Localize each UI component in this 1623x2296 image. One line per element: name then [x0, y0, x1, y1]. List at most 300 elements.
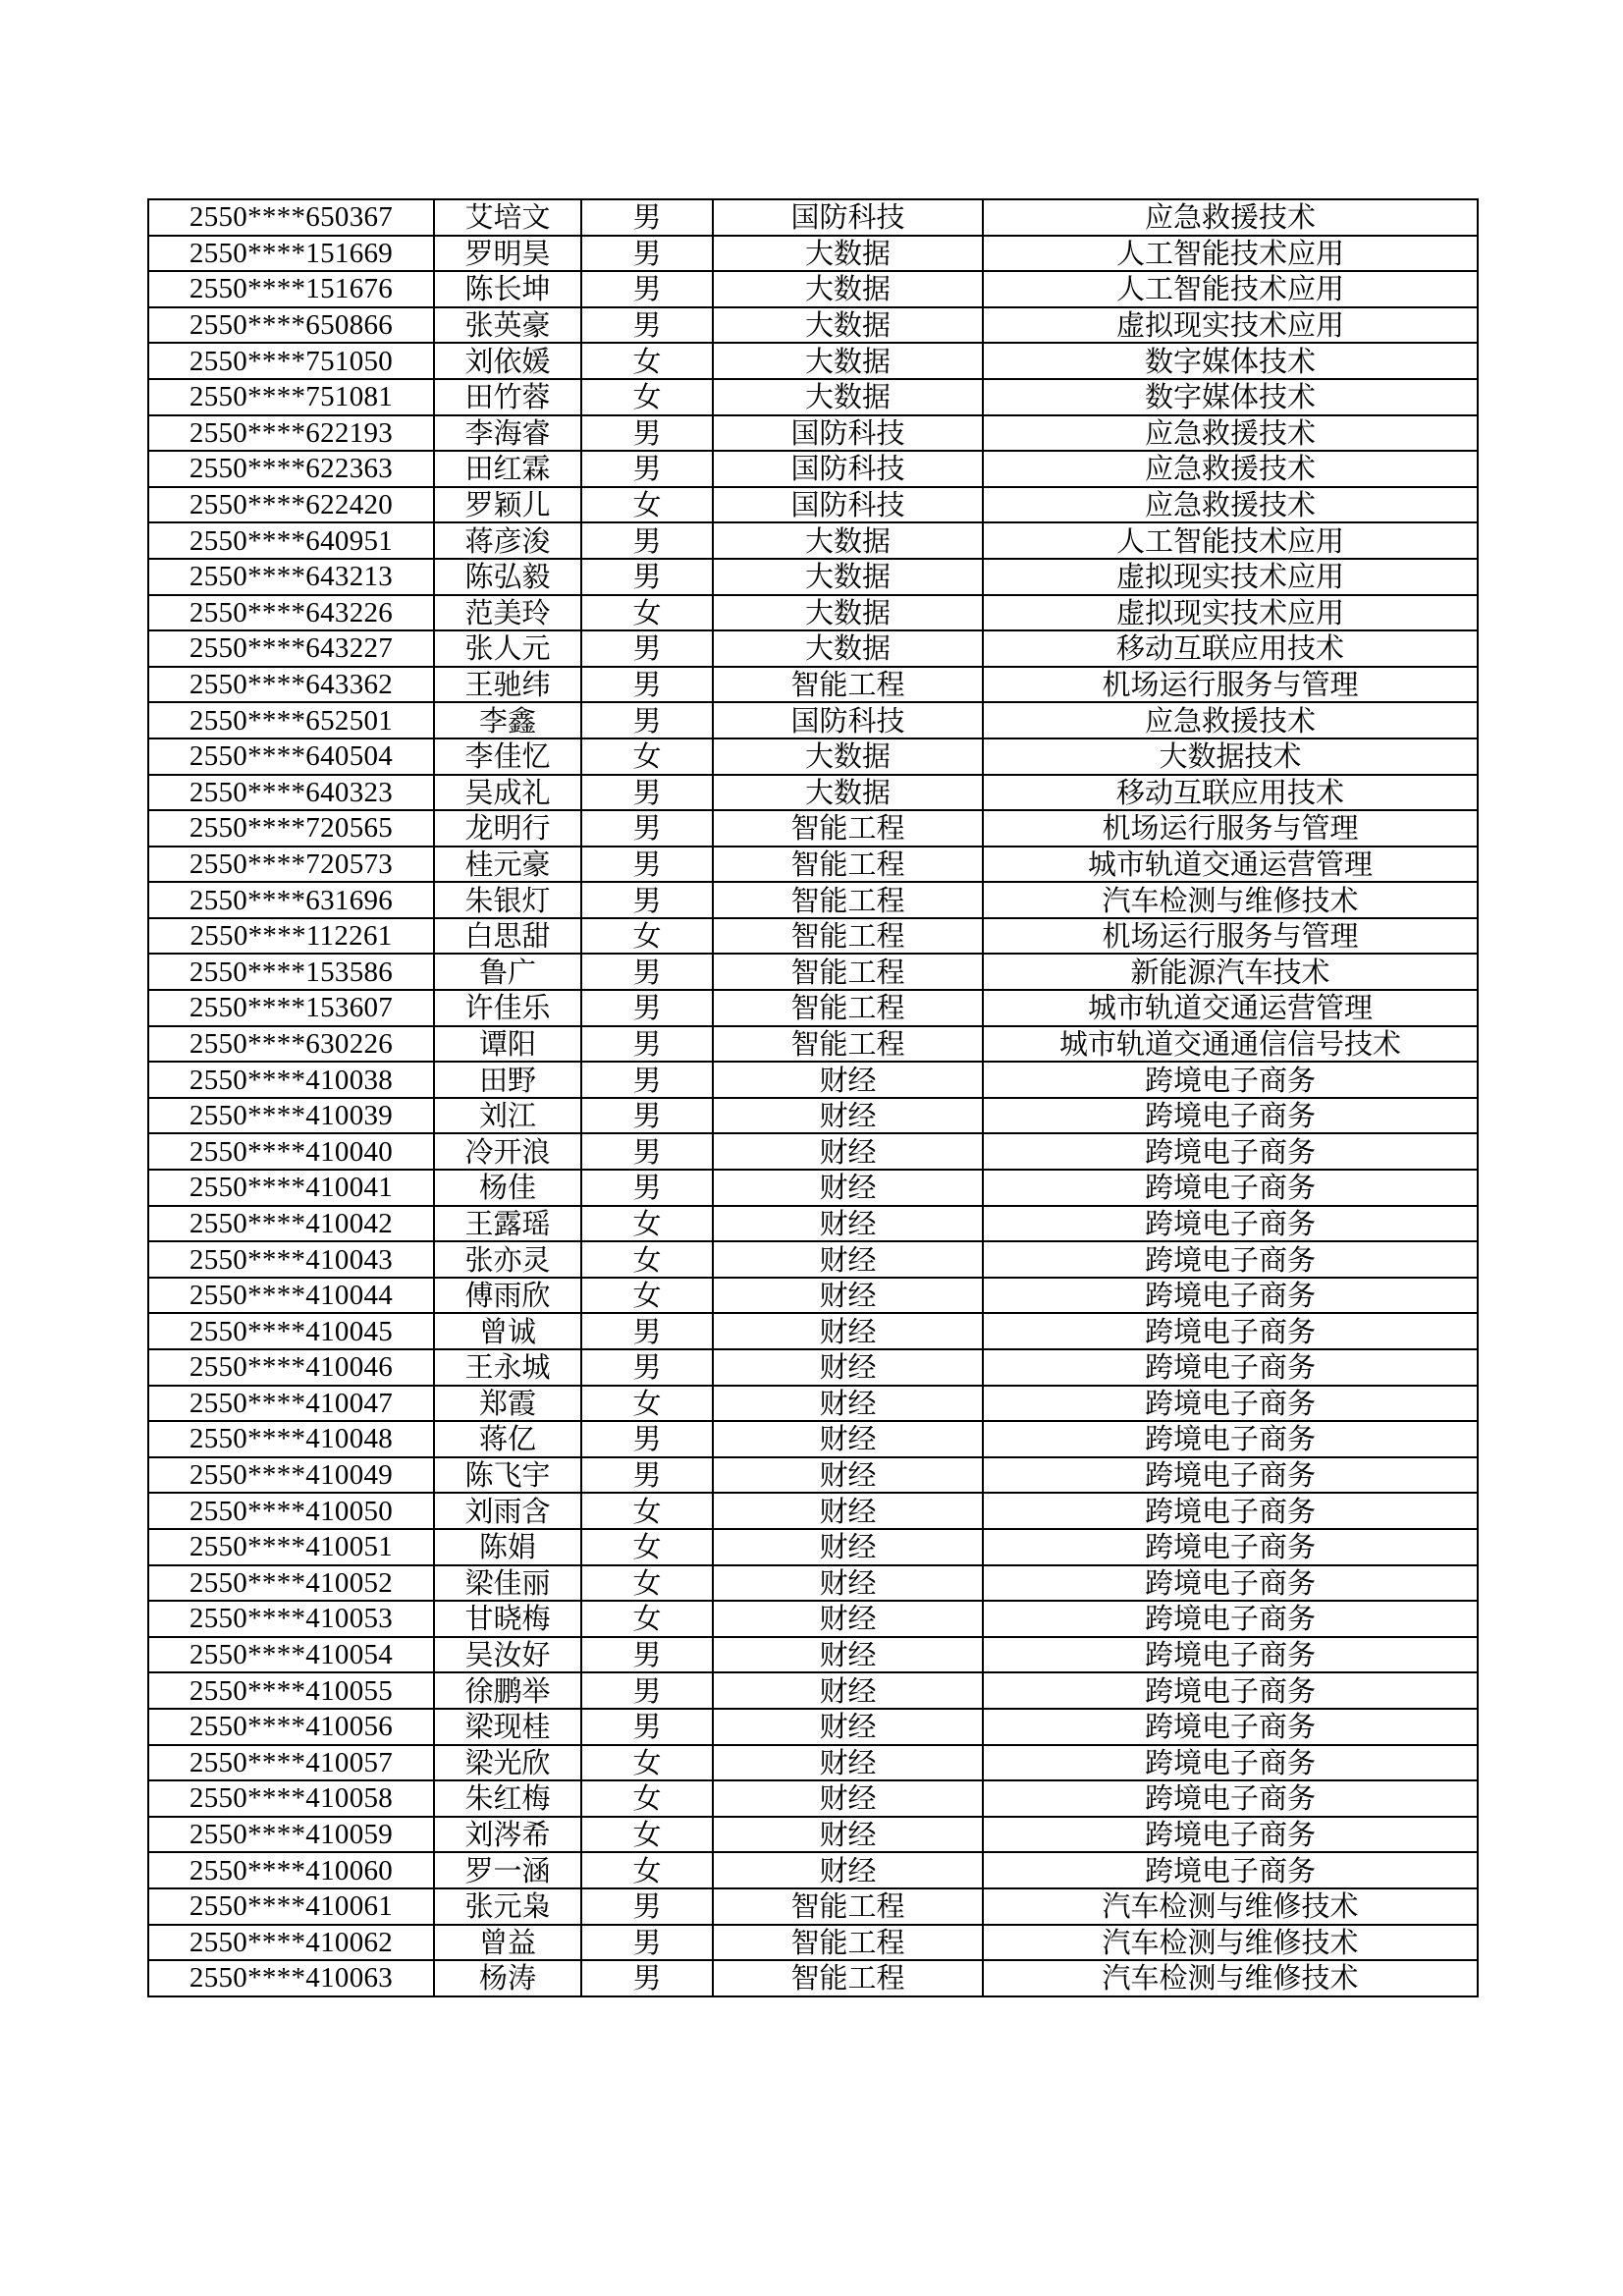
name-cell: 刘江: [434, 1098, 581, 1134]
table-row: [148, 1457, 1478, 1494]
major-cell: 应急救援技术: [983, 451, 1478, 487]
table-row: [148, 630, 1478, 667]
name-cell: 王永城: [434, 1349, 581, 1386]
table-row: [148, 1133, 1478, 1170]
table-row: [148, 1960, 1478, 1996]
department-cell: 大数据: [713, 630, 983, 667]
table-row: [148, 667, 1478, 703]
major-cell: 跨境电子商务: [983, 1780, 1478, 1817]
student-id-cell: 2550****410052: [148, 1565, 434, 1602]
student-id-cell: 2550****720573: [148, 847, 434, 883]
name-cell: 李海睿: [434, 415, 581, 452]
major-cell: 机场运行服务与管理: [983, 918, 1478, 955]
student-id-cell: 2550****751081: [148, 379, 434, 415]
table-row: [148, 1278, 1478, 1314]
name-cell: 徐鹏举: [434, 1672, 581, 1709]
major-cell: 人工智能技术应用: [983, 271, 1478, 307]
table-row: [148, 810, 1478, 847]
table-row: [148, 1026, 1478, 1063]
major-cell: 应急救援技术: [983, 702, 1478, 738]
major-cell: 机场运行服务与管理: [983, 810, 1478, 847]
table-row: [148, 1241, 1478, 1278]
department-cell: 大数据: [713, 236, 983, 272]
name-cell: 张亦灵: [434, 1241, 581, 1278]
gender-cell: 男: [581, 451, 713, 487]
name-cell: 吴成礼: [434, 775, 581, 811]
department-cell: 智能工程: [713, 1925, 983, 1961]
name-cell: 陈长坤: [434, 271, 581, 307]
table-row: [148, 415, 1478, 452]
gender-cell: 女: [581, 1493, 713, 1529]
major-cell: 跨境电子商务: [983, 1170, 1478, 1206]
department-cell: 智能工程: [713, 667, 983, 703]
student-id-cell: 2550****410054: [148, 1637, 434, 1673]
major-cell: 新能源汽车技术: [983, 954, 1478, 990]
major-cell: 跨境电子商务: [983, 1852, 1478, 1888]
major-cell: 机场运行服务与管理: [983, 667, 1478, 703]
student-id-cell: 2550****112261: [148, 918, 434, 955]
table-row: [148, 702, 1478, 738]
department-cell: 财经: [713, 1170, 983, 1206]
name-cell: 曾诚: [434, 1313, 581, 1349]
major-cell: 城市轨道交通运营管理: [983, 990, 1478, 1026]
major-cell: 跨境电子商务: [983, 1421, 1478, 1457]
table-row: [148, 1709, 1478, 1745]
department-cell: 财经: [713, 1565, 983, 1602]
student-id-cell: 2550****410057: [148, 1745, 434, 1781]
name-cell: 杨佳: [434, 1170, 581, 1206]
gender-cell: 男: [581, 307, 713, 344]
table-row: [148, 954, 1478, 990]
gender-cell: 男: [581, 1888, 713, 1925]
student-id-cell: 2550****410056: [148, 1709, 434, 1745]
gender-cell: 男: [581, 1098, 713, 1134]
department-cell: 财经: [713, 1349, 983, 1386]
student-id-cell: 2550****643227: [148, 630, 434, 667]
gender-cell: 男: [581, 199, 713, 236]
major-cell: 跨境电子商务: [983, 1386, 1478, 1422]
name-cell: 许佳乐: [434, 990, 581, 1026]
table-row: [148, 199, 1478, 236]
department-cell: 财经: [713, 1637, 983, 1673]
department-cell: 国防科技: [713, 415, 983, 452]
table-row: [148, 307, 1478, 344]
name-cell: 王露瑶: [434, 1206, 581, 1242]
major-cell: 汽车检测与维修技术: [983, 882, 1478, 918]
student-id-cell: 2550****410042: [148, 1206, 434, 1242]
department-cell: 财经: [713, 1745, 983, 1781]
department-cell: 财经: [713, 1313, 983, 1349]
major-cell: 跨境电子商务: [983, 1098, 1478, 1134]
name-cell: 罗颖儿: [434, 487, 581, 523]
name-cell: 田竹蓉: [434, 379, 581, 415]
department-cell: 大数据: [713, 343, 983, 379]
major-cell: 移动互联应用技术: [983, 630, 1478, 667]
student-id-cell: 2550****652501: [148, 702, 434, 738]
student-id-cell: 2550****410060: [148, 1852, 434, 1888]
name-cell: 傅雨欣: [434, 1278, 581, 1314]
student-id-cell: 2550****153607: [148, 990, 434, 1026]
department-cell: 大数据: [713, 775, 983, 811]
table-row: [148, 1817, 1478, 1853]
major-cell: 虚拟现实技术应用: [983, 307, 1478, 344]
gender-cell: 男: [581, 559, 713, 595]
major-cell: 跨境电子商务: [983, 1529, 1478, 1565]
gender-cell: 男: [581, 630, 713, 667]
gender-cell: 男: [581, 810, 713, 847]
student-id-cell: 2550****410040: [148, 1133, 434, 1170]
student-id-cell: 2550****622363: [148, 451, 434, 487]
name-cell: 艾培文: [434, 199, 581, 236]
student-id-cell: 2550****751050: [148, 343, 434, 379]
table-row: [148, 1098, 1478, 1134]
name-cell: 郑霞: [434, 1386, 581, 1422]
student-id-cell: 2550****410045: [148, 1313, 434, 1349]
student-id-cell: 2550****151669: [148, 236, 434, 272]
department-cell: 国防科技: [713, 199, 983, 236]
department-cell: 国防科技: [713, 702, 983, 738]
major-cell: 应急救援技术: [983, 415, 1478, 452]
gender-cell: 男: [581, 1313, 713, 1349]
gender-cell: 女: [581, 487, 713, 523]
name-cell: 梁现桂: [434, 1709, 581, 1745]
name-cell: 吴汝好: [434, 1637, 581, 1673]
department-cell: 财经: [713, 1206, 983, 1242]
table-row: [148, 236, 1478, 272]
name-cell: 冷开浪: [434, 1133, 581, 1170]
table-row: [148, 1672, 1478, 1709]
department-cell: 智能工程: [713, 847, 983, 883]
department-cell: 智能工程: [713, 1960, 983, 1996]
student-id-cell: 2550****410063: [148, 1960, 434, 1996]
gender-cell: 男: [581, 882, 713, 918]
gender-cell: 男: [581, 954, 713, 990]
table-row: [148, 1170, 1478, 1206]
student-id-cell: 2550****410051: [148, 1529, 434, 1565]
name-cell: 朱红梅: [434, 1780, 581, 1817]
major-cell: 应急救援技术: [983, 199, 1478, 236]
table-row: [148, 1888, 1478, 1925]
major-cell: 跨境电子商务: [983, 1133, 1478, 1170]
name-cell: 罗明昊: [434, 236, 581, 272]
student-id-cell: 2550****643213: [148, 559, 434, 595]
student-id-cell: 2550****410044: [148, 1278, 434, 1314]
department-cell: 智能工程: [713, 990, 983, 1026]
student-id-cell: 2550****410048: [148, 1421, 434, 1457]
department-cell: 大数据: [713, 271, 983, 307]
table-row: [148, 1529, 1478, 1565]
student-id-cell: 2550****410046: [148, 1349, 434, 1386]
major-cell: 跨境电子商务: [983, 1565, 1478, 1602]
student-id-cell: 2550****410049: [148, 1457, 434, 1494]
department-cell: 大数据: [713, 379, 983, 415]
student-id-cell: 2550****151676: [148, 271, 434, 307]
table-row: [148, 1601, 1478, 1637]
major-cell: 跨境电子商务: [983, 1241, 1478, 1278]
table-row: [148, 918, 1478, 955]
major-cell: 移动互联应用技术: [983, 775, 1478, 811]
table-row: [148, 379, 1478, 415]
name-cell: 张英豪: [434, 307, 581, 344]
name-cell: 刘依媛: [434, 343, 581, 379]
gender-cell: 男: [581, 990, 713, 1026]
name-cell: 谭阳: [434, 1026, 581, 1063]
department-cell: 财经: [713, 1672, 983, 1709]
gender-cell: 女: [581, 738, 713, 775]
student-id-cell: 2550****410059: [148, 1817, 434, 1853]
gender-cell: 女: [581, 1206, 713, 1242]
department-cell: 财经: [713, 1780, 983, 1817]
student-id-cell: 2550****153586: [148, 954, 434, 990]
name-cell: 刘雨含: [434, 1493, 581, 1529]
department-cell: 财经: [713, 1817, 983, 1853]
major-cell: 人工智能技术应用: [983, 236, 1478, 272]
gender-cell: 男: [581, 1062, 713, 1098]
gender-cell: 男: [581, 1026, 713, 1063]
gender-cell: 男: [581, 271, 713, 307]
department-cell: 财经: [713, 1709, 983, 1745]
gender-cell: 女: [581, 1529, 713, 1565]
department-cell: 大数据: [713, 307, 983, 344]
student-id-cell: 2550****410053: [148, 1601, 434, 1637]
gender-cell: 女: [581, 1565, 713, 1602]
department-cell: 财经: [713, 1062, 983, 1098]
major-cell: 大数据技术: [983, 738, 1478, 775]
student-id-cell: 2550****622193: [148, 415, 434, 452]
gender-cell: 女: [581, 1852, 713, 1888]
gender-cell: 男: [581, 775, 713, 811]
department-cell: 智能工程: [713, 954, 983, 990]
major-cell: 跨境电子商务: [983, 1313, 1478, 1349]
student-list-table: [147, 198, 1479, 1997]
gender-cell: 女: [581, 1745, 713, 1781]
table-row: [148, 738, 1478, 775]
table-row: [148, 775, 1478, 811]
department-cell: 智能工程: [713, 918, 983, 955]
student-id-cell: 2550****630226: [148, 1026, 434, 1063]
name-cell: 陈弘毅: [434, 559, 581, 595]
department-cell: 大数据: [713, 522, 983, 559]
major-cell: 城市轨道交通通信信号技术: [983, 1026, 1478, 1063]
gender-cell: 男: [581, 1637, 713, 1673]
gender-cell: 女: [581, 1386, 713, 1422]
name-cell: 田野: [434, 1062, 581, 1098]
gender-cell: 男: [581, 1457, 713, 1494]
name-cell: 张人元: [434, 630, 581, 667]
department-cell: 财经: [713, 1852, 983, 1888]
table-row: [148, 1062, 1478, 1098]
major-cell: 人工智能技术应用: [983, 522, 1478, 559]
table-row: [148, 1637, 1478, 1673]
gender-cell: 男: [581, 1960, 713, 1996]
gender-cell: 男: [581, 1672, 713, 1709]
name-cell: 张元枭: [434, 1888, 581, 1925]
student-id-cell: 2550****640951: [148, 522, 434, 559]
major-cell: 跨境电子商务: [983, 1709, 1478, 1745]
major-cell: 跨境电子商务: [983, 1601, 1478, 1637]
gender-cell: 女: [581, 379, 713, 415]
student-id-cell: 2550****410055: [148, 1672, 434, 1709]
gender-cell: 男: [581, 1349, 713, 1386]
gender-cell: 男: [581, 236, 713, 272]
name-cell: 朱银灯: [434, 882, 581, 918]
name-cell: 罗一涵: [434, 1852, 581, 1888]
student-id-cell: 2550****640504: [148, 738, 434, 775]
gender-cell: 女: [581, 343, 713, 379]
table-row: [148, 990, 1478, 1026]
major-cell: 虚拟现实技术应用: [983, 595, 1478, 631]
name-cell: 龙明行: [434, 810, 581, 847]
name-cell: 梁佳丽: [434, 1565, 581, 1602]
department-cell: 智能工程: [713, 1888, 983, 1925]
gender-cell: 女: [581, 1817, 713, 1853]
name-cell: 梁光欣: [434, 1745, 581, 1781]
major-cell: 汽车检测与维修技术: [983, 1925, 1478, 1961]
major-cell: 汽车检测与维修技术: [983, 1960, 1478, 1996]
student-id-cell: 2550****643362: [148, 667, 434, 703]
name-cell: 曾益: [434, 1925, 581, 1961]
gender-cell: 女: [581, 918, 713, 955]
department-cell: 财经: [713, 1386, 983, 1422]
department-cell: 财经: [713, 1601, 983, 1637]
table-row: [148, 451, 1478, 487]
department-cell: 智能工程: [713, 810, 983, 847]
name-cell: 刘涔希: [434, 1817, 581, 1853]
student-id-cell: 2550****650367: [148, 199, 434, 236]
major-cell: 汽车检测与维修技术: [983, 1888, 1478, 1925]
gender-cell: 女: [581, 1601, 713, 1637]
student-id-cell: 2550****410043: [148, 1241, 434, 1278]
table-row: [148, 487, 1478, 523]
major-cell: 跨境电子商务: [983, 1637, 1478, 1673]
table-row: [148, 1206, 1478, 1242]
table-row: [148, 271, 1478, 307]
table-body: [148, 199, 1478, 1996]
gender-cell: 女: [581, 1278, 713, 1314]
table-row: [148, 1313, 1478, 1349]
table-row: [148, 595, 1478, 631]
student-id-cell: 2550****410062: [148, 1925, 434, 1961]
department-cell: 财经: [713, 1241, 983, 1278]
table-row: [148, 882, 1478, 918]
table-row: [148, 847, 1478, 883]
gender-cell: 男: [581, 1133, 713, 1170]
department-cell: 财经: [713, 1133, 983, 1170]
gender-cell: 男: [581, 522, 713, 559]
table-row: [148, 559, 1478, 595]
department-cell: 大数据: [713, 738, 983, 775]
student-id-cell: 2550****410038: [148, 1062, 434, 1098]
table-row: [148, 1565, 1478, 1602]
name-cell: 甘晓梅: [434, 1601, 581, 1637]
department-cell: 财经: [713, 1278, 983, 1314]
gender-cell: 男: [581, 667, 713, 703]
department-cell: 财经: [713, 1493, 983, 1529]
table-row: [148, 1349, 1478, 1386]
table-row: [148, 1386, 1478, 1422]
major-cell: 数字媒体技术: [983, 379, 1478, 415]
major-cell: 跨境电子商务: [983, 1817, 1478, 1853]
name-cell: 范美玲: [434, 595, 581, 631]
major-cell: 跨境电子商务: [983, 1672, 1478, 1709]
major-cell: 跨境电子商务: [983, 1349, 1478, 1386]
name-cell: 陈娟: [434, 1529, 581, 1565]
major-cell: 跨境电子商务: [983, 1278, 1478, 1314]
gender-cell: 男: [581, 1709, 713, 1745]
major-cell: 数字媒体技术: [983, 343, 1478, 379]
name-cell: 陈飞宇: [434, 1457, 581, 1494]
department-cell: 财经: [713, 1529, 983, 1565]
department-cell: 财经: [713, 1421, 983, 1457]
table-row: [148, 343, 1478, 379]
student-list-table-container: [147, 198, 1477, 1997]
table-row: [148, 522, 1478, 559]
major-cell: 跨境电子商务: [983, 1745, 1478, 1781]
table-row: [148, 1745, 1478, 1781]
gender-cell: 女: [581, 1241, 713, 1278]
gender-cell: 男: [581, 847, 713, 883]
major-cell: 跨境电子商务: [983, 1062, 1478, 1098]
major-cell: 跨境电子商务: [983, 1457, 1478, 1494]
gender-cell: 男: [581, 1421, 713, 1457]
student-id-cell: 2550****650866: [148, 307, 434, 344]
department-cell: 大数据: [713, 559, 983, 595]
name-cell: 李佳忆: [434, 738, 581, 775]
gender-cell: 男: [581, 702, 713, 738]
name-cell: 王驰纬: [434, 667, 581, 703]
major-cell: 应急救援技术: [983, 487, 1478, 523]
major-cell: 跨境电子商务: [983, 1206, 1478, 1242]
department-cell: 智能工程: [713, 882, 983, 918]
student-id-cell: 2550****720565: [148, 810, 434, 847]
gender-cell: 男: [581, 415, 713, 452]
department-cell: 大数据: [713, 595, 983, 631]
table-row: [148, 1493, 1478, 1529]
table-row: [148, 1421, 1478, 1457]
name-cell: 杨涛: [434, 1960, 581, 1996]
name-cell: 鲁广: [434, 954, 581, 990]
table-row: [148, 1780, 1478, 1817]
name-cell: 李鑫: [434, 702, 581, 738]
major-cell: 虚拟现实技术应用: [983, 559, 1478, 595]
name-cell: 蒋彦浚: [434, 522, 581, 559]
student-id-cell: 2550****410058: [148, 1780, 434, 1817]
department-cell: 财经: [713, 1457, 983, 1494]
table-row: [148, 1925, 1478, 1961]
student-id-cell: 2550****410041: [148, 1170, 434, 1206]
student-id-cell: 2550****410061: [148, 1888, 434, 1925]
student-id-cell: 2550****410047: [148, 1386, 434, 1422]
gender-cell: 女: [581, 1780, 713, 1817]
major-cell: 城市轨道交通运营管理: [983, 847, 1478, 883]
student-id-cell: 2550****640323: [148, 775, 434, 811]
gender-cell: 男: [581, 1170, 713, 1206]
major-cell: 跨境电子商务: [983, 1493, 1478, 1529]
name-cell: 白思甜: [434, 918, 581, 955]
name-cell: 田红霖: [434, 451, 581, 487]
department-cell: 智能工程: [713, 1026, 983, 1063]
department-cell: 国防科技: [713, 487, 983, 523]
student-id-cell: 2550****643226: [148, 595, 434, 631]
department-cell: 财经: [713, 1098, 983, 1134]
student-id-cell: 2550****631696: [148, 882, 434, 918]
name-cell: 桂元豪: [434, 847, 581, 883]
gender-cell: 男: [581, 1925, 713, 1961]
department-cell: 国防科技: [713, 451, 983, 487]
table-row: [148, 1852, 1478, 1888]
gender-cell: 女: [581, 595, 713, 631]
student-id-cell: 2550****410050: [148, 1493, 434, 1529]
